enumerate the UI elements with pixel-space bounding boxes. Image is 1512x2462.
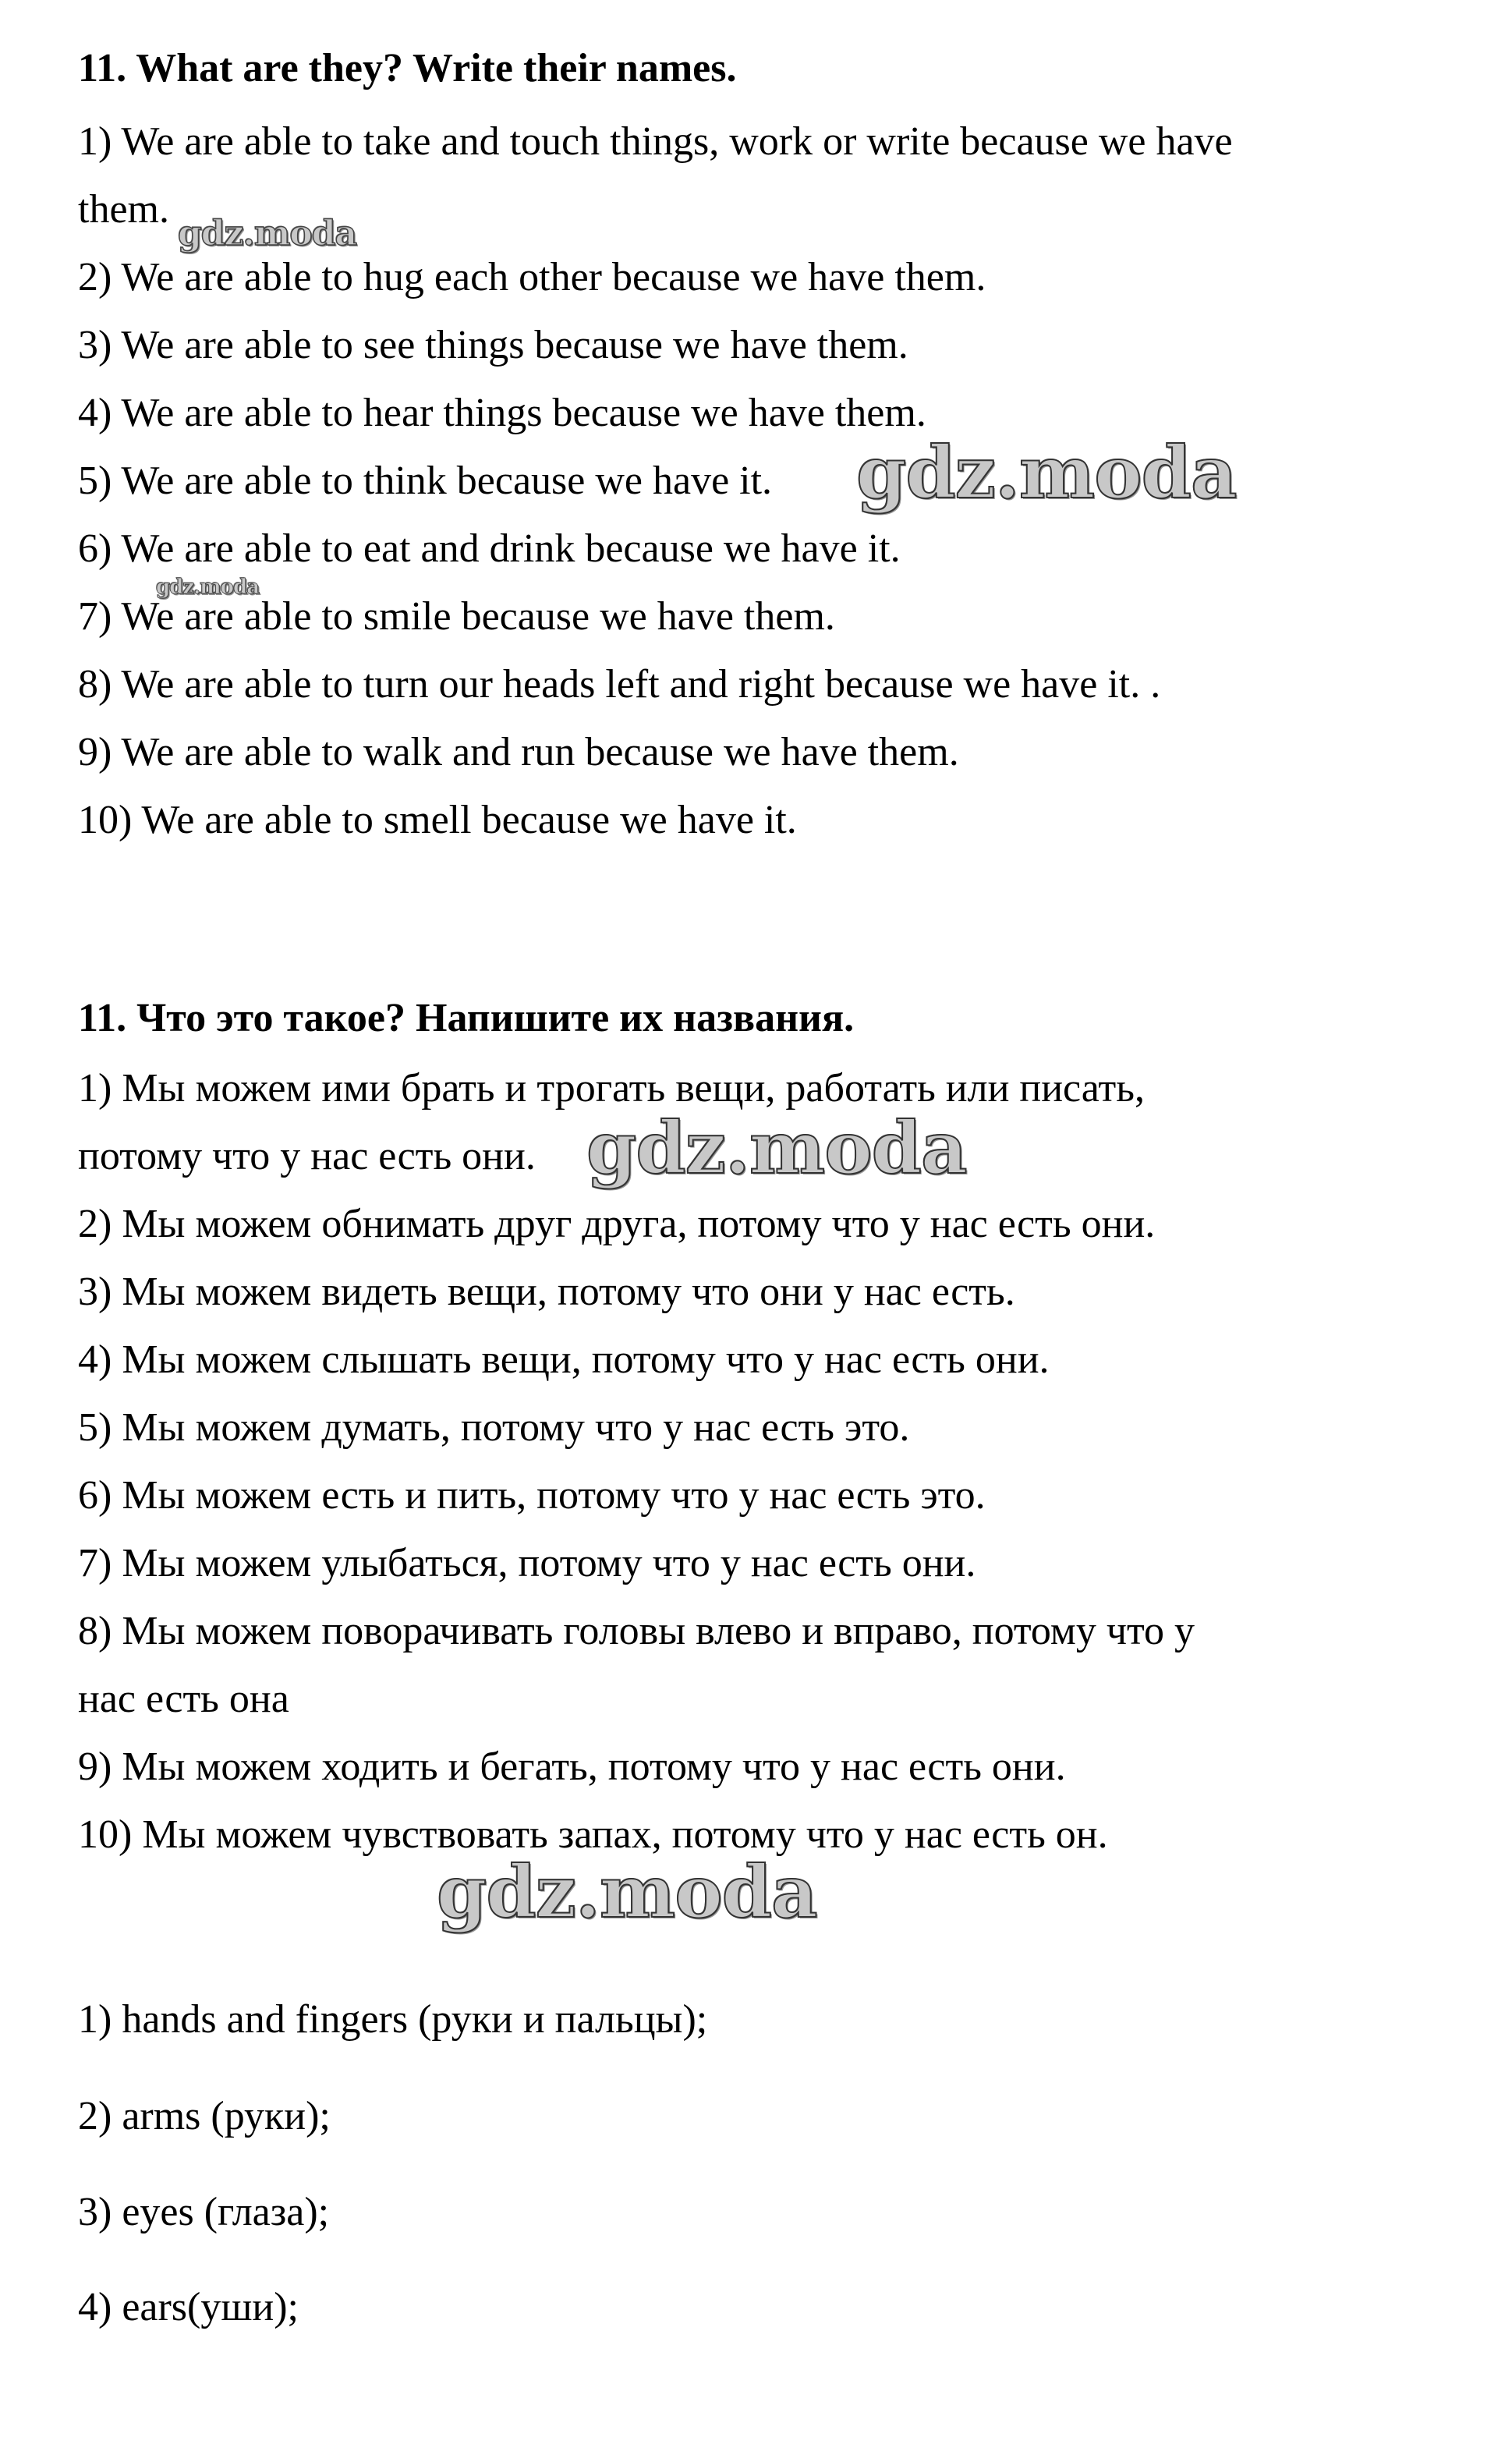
english-line-2: them.: [78, 187, 169, 232]
russian-line-7: 6) Мы можем есть и пить, потому что у нас есть это.: [78, 1473, 986, 1518]
russian-line-4: 3) Мы можем видеть вещи, потому что они у нас есть.: [78, 1270, 1015, 1314]
russian-line-3: 2) Мы можем обнимать друг друга, потому что у нас есть они.: [78, 1202, 1156, 1246]
english-line-11: 10) We are able to smell because we have it.: [78, 798, 797, 842]
watermark-logo: gdz.moda: [437, 1850, 817, 1934]
russian-line-2: потому что у нас есть они.: [78, 1134, 536, 1178]
english-line-5: 4) We are able to hear things because we have them.: [78, 391, 926, 435]
english-line-7: 6) We are able to eat and drink because we have it.: [78, 526, 901, 571]
russian-line-9: 8) Мы можем поворачивать головы влево и вправо, потому что у: [78, 1609, 1195, 1653]
english-line-1: 1) We are able to take and touch things, work or write because we have: [78, 119, 1233, 164]
english-line-3: 2) We are able to hug each other because we have them.: [78, 255, 986, 299]
watermark-logo: gdz.moda: [856, 430, 1237, 515]
exercise-title-russian: 11. Что это такое? Напишите их названия.: [78, 996, 855, 1040]
exercise-title-english: 11. What are they? Write their names.: [78, 46, 737, 90]
watermark-logo: gdz.moda: [178, 214, 357, 253]
watermark-logo: gdz.moda: [586, 1106, 967, 1190]
watermark-logo: gdz.moda: [156, 576, 260, 599]
english-line-4: 3) We are able to see things because we have them.: [78, 323, 908, 367]
answer-4: 4) ears(уши);: [78, 2285, 299, 2329]
answer-2: 2) arms (руки);: [78, 2094, 331, 2138]
english-line-9: 8) We are able to turn our heads left and right because we have it. .: [78, 662, 1161, 707]
russian-line-5: 4) Мы можем слышать вещи, потому что у нас есть они.: [78, 1337, 1050, 1382]
russian-line-11: 9) Мы можем ходить и бегать, потому что у нас есть они.: [78, 1745, 1066, 1789]
english-line-6: 5) We are able to think because we have it.: [78, 459, 773, 503]
english-line-8: 7) We are able to smile because we have them.: [78, 594, 835, 639]
english-line-10: 9) We are able to walk and run because we have them.: [78, 730, 959, 774]
russian-line-10: нас есть она: [78, 1677, 289, 1721]
russian-line-1: 1) Мы можем ими брать и трогать вещи, работать или писать,: [78, 1066, 1145, 1111]
russian-line-8: 7) Мы можем улыбаться, потому что у нас есть они.: [78, 1541, 976, 1585]
answer-3: 3) eyes (глаза);: [78, 2190, 330, 2234]
answer-1: 1) hands and fingers (руки и пальцы);: [78, 1997, 708, 2042]
russian-line-12: 10) Мы можем чувствовать запах, потому что у нас есть он.: [78, 1812, 1108, 1857]
russian-line-6: 5) Мы можем думать, потому что у нас есть это.: [78, 1405, 910, 1450]
